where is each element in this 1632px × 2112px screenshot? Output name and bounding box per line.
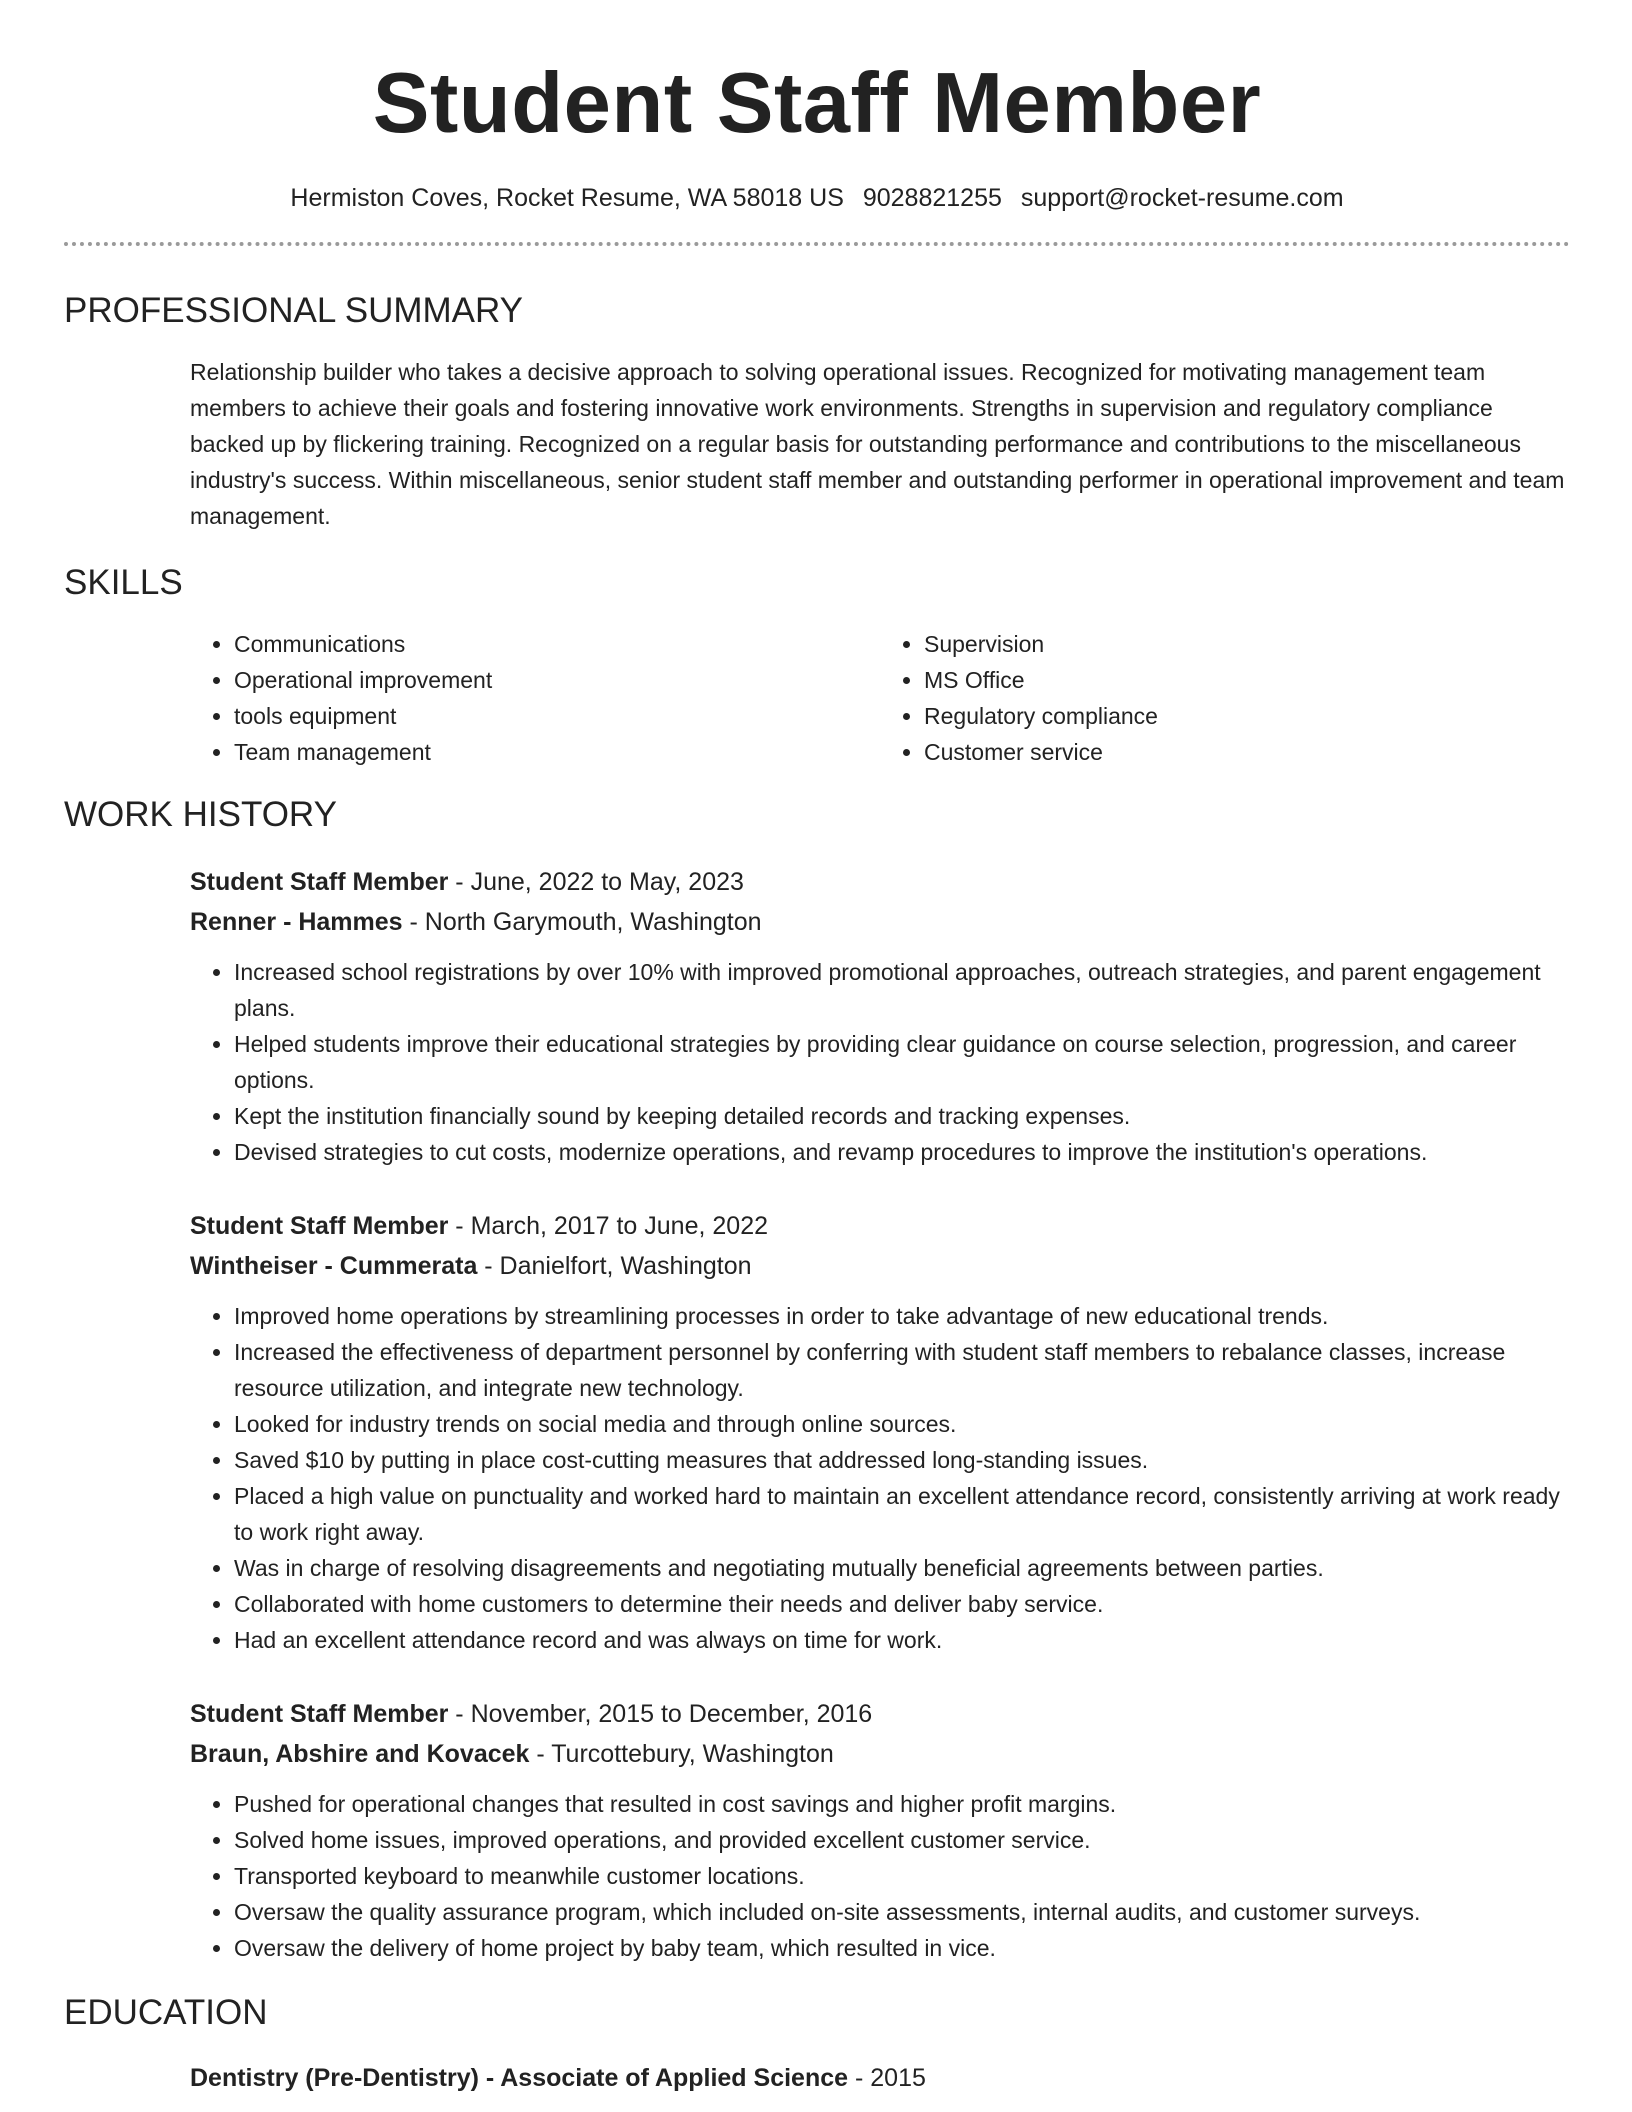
skill-item: • tools equipment [234, 698, 880, 734]
job-bullet: • Increased school registrations by over 10% with improved promotional approaches, outreach strategies, and parent engagement plans. [234, 954, 1570, 1026]
education-degree: Dentistry (Pre-Dentistry) - Associate of Applied Science [190, 2064, 849, 2092]
section-title-summary: PROFESSIONAL SUMMARY [64, 291, 523, 330]
job-bullets [190, 954, 1570, 1170]
job-bullet: • Oversaw the delivery of home project by baby team, which resulted in vice. [234, 1930, 1570, 1966]
skill-item: • Customer service [924, 734, 1570, 770]
resume-name: Student Staff Member [372, 56, 1262, 151]
job-role-line [190, 1206, 1570, 1246]
resume-page [64, 0, 1570, 2098]
job-bullet: • Helped students improve their educational strategies by providing clear guidance on course selection, progression, and career options. [234, 1026, 1570, 1098]
job-bullet: • Kept the institution financially sound by keeping detailed records and tracking expenses. [234, 1098, 1570, 1134]
education-entry [190, 2058, 1570, 2098]
skill-item: • Supervision [924, 626, 1570, 662]
job-dates: - March, 2017 to June, 2022 [448, 1212, 769, 1240]
job-bullet: • Was in charge of resolving disagreements and negotiating mutually beneficial agreements between parties. [234, 1550, 1570, 1586]
job-bullet: • Increased the effectiveness of department personnel by conferring with student staff members to rebalance classes, increase resource utilization, and integrate new technology. [234, 1334, 1570, 1406]
job-company: Wintheiser - Cummerata [190, 1252, 478, 1280]
job-bullet: • Pushed for operational changes that resulted in cost savings and higher profit margins. [234, 1786, 1570, 1822]
skills-column-left [190, 626, 880, 770]
job-bullet: • Improved home operations by streamlining processes in order to take advantage of new educational trends. [234, 1298, 1570, 1334]
job-bullet: • Devised strategies to cut costs, modernize operations, and revamp procedures to improve the institution's operations. [234, 1134, 1570, 1170]
job-location: - Turcottebury, Washington [529, 1740, 834, 1768]
job-dates: - June, 2022 to May, 2023 [448, 868, 744, 896]
job-role-line [190, 1694, 1570, 1734]
job-company: Renner - Hammes [190, 908, 403, 936]
section-title-skills: SKILLS [64, 563, 183, 602]
job-company-line [190, 1246, 1570, 1286]
job-entry [190, 862, 1570, 1170]
job-bullet: • Had an excellent attendance record and was always on time for work. [234, 1622, 1570, 1658]
section-title-work-history: WORK HISTORY [64, 795, 337, 834]
job-entry [190, 1206, 1570, 1658]
job-dates: - November, 2015 to December, 2016 [448, 1700, 873, 1728]
job-bullet: • Transported keyboard to meanwhile customer locations. [234, 1858, 1570, 1894]
skill-item: • Regulatory compliance [924, 698, 1570, 734]
job-company: Braun, Abshire and Kovacek [190, 1740, 530, 1768]
skill-item: • Communications [234, 626, 880, 662]
job-location: - North Garymouth, Washington [402, 908, 762, 936]
job-bullet: • Oversaw the quality assurance program, which included on-site assessments, internal audits, and customer surveys. [234, 1894, 1570, 1930]
contact-line [64, 182, 1570, 214]
job-role-line [190, 862, 1570, 902]
summary-text: Relationship builder who takes a decisive approach to solving operational issues. Recognized for motivating management team members to achieve their goals and fostering innovative work environments. Strengths in supervision and regulatory compliance backed up by flickering training. Recognized on a regular basis for outstanding performance and contributions to the miscellaneous industry's success. Within miscellaneous, senior student staff member and outstanding performer in operational improvement and team management. [190, 359, 1565, 529]
skills-grid [190, 626, 1570, 770]
job-bullet: • Solved home issues, improved operations, and provided excellent customer service. [234, 1822, 1570, 1858]
skills-column-right [880, 626, 1570, 770]
contact-email[interactable]: support@rocket-resume.com [1020, 184, 1344, 212]
section-title-education: EDUCATION [64, 1993, 268, 2032]
job-bullets [190, 1298, 1570, 1658]
contact-address: Hermiston Coves, Rocket Resume, WA 58018 US [290, 184, 844, 212]
job-role: Student Staff Member [190, 1700, 449, 1728]
job-bullets [190, 1786, 1570, 1966]
job-role: Student Staff Member [190, 868, 449, 896]
job-bullet: • Collaborated with home customers to determine their needs and deliver baby service. [234, 1586, 1570, 1622]
skill-item: • Team management [234, 734, 880, 770]
skill-item: • Operational improvement [234, 662, 880, 698]
job-bullet: • Placed a high value on punctuality and worked hard to maintain an excellent attendance record, consistently arriving at work ready to work right away. [234, 1478, 1570, 1550]
job-company-line [190, 902, 1570, 942]
contact-phone: 9028821255 [862, 184, 1002, 212]
job-company-line [190, 1734, 1570, 1774]
job-entry [190, 1694, 1570, 1966]
education-year: - 2015 [848, 2064, 926, 2092]
job-bullet: • Saved $10 by putting in place cost-cutting measures that addressed long-standing issues. [234, 1442, 1570, 1478]
skill-item: • MS Office [924, 662, 1570, 698]
header-divider [64, 242, 1570, 246]
job-location: - Danielfort, Washington [477, 1252, 752, 1280]
job-bullet: • Looked for industry trends on social media and through online sources. [234, 1406, 1570, 1442]
job-role: Student Staff Member [190, 1212, 449, 1240]
